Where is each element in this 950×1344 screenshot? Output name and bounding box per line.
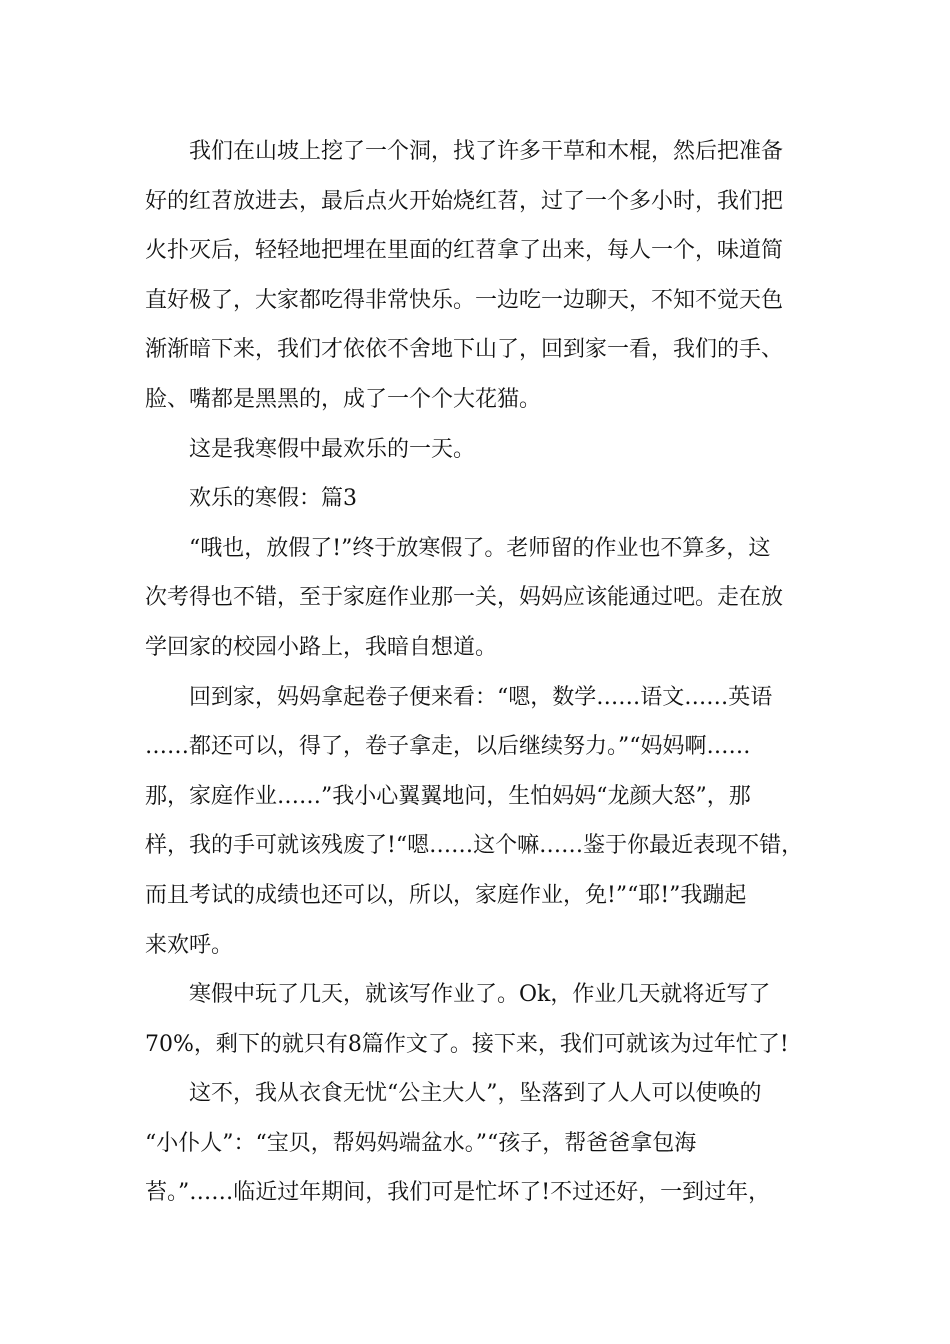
text-line: 这是我寒假中最欢乐的一天。 [189, 436, 476, 462]
text-line: ……都还可以，得了，卷子拿走，以后继续努力。”“妈妈啊…… [145, 734, 751, 760]
text-line: 好的红苕放进去，最后点火开始烧红苕，过了一个多小时，我们把 [145, 188, 784, 214]
text-line: 寒假中玩了几天，就该写作业了。Ok，作业几天就将近写了 [189, 982, 771, 1008]
text-line: 学回家的校园小路上，我暗自想道。 [145, 634, 498, 660]
text-line: 那，家庭作业……”我小心翼翼地问，生怕妈妈“龙颜大怒”，那 [145, 783, 751, 809]
text-line: 次考得也不错，至于家庭作业那一关，妈妈应该能通过吧。走在放 [145, 585, 784, 611]
text-line: “哦也，放假了!”终于放寒假了。老师留的作业也不算多，这 [189, 535, 771, 561]
text-line: 样，我的手可就该残废了!“嗯……这个嘛……鉴于你最近表现不错， [145, 833, 804, 859]
text-line: “小仆人”：“宝贝，帮妈妈端盆水。”“孩子，帮爸爸拿包海 [145, 1130, 697, 1156]
text-line: 脸、嘴都是黑黑的，成了一个个大花猫。 [145, 386, 542, 412]
body-text [145, 127, 825, 1218]
text-line: 欢乐的寒假：篇3 [189, 486, 357, 512]
text-line: 来欢呼。 [145, 932, 234, 958]
text-line: 我们在山坡上挖了一个洞，找了许多干草和木棍，然后把准备 [189, 139, 784, 164]
text-line: 这不，我从衣食无忧“公主大人”，坠落到了人人可以使唤的 [189, 1081, 762, 1107]
text-line: 火扑灭后，轻轻地把埋在里面的红苕拿了出来，每人一个，味道简 [145, 238, 784, 264]
text-line: 70%，剩下的就只有8篇作文了。接下来，我们可就该为过年忙了! [145, 1031, 789, 1057]
text-line: 回到家，妈妈拿起卷子便来看：“嗯，数学……语文……英语 [189, 684, 773, 710]
text-line: 渐渐暗下来，我们才依依不舍地下山了，回到家一看，我们的手、 [145, 337, 784, 363]
text-line: 直好极了，大家都吃得非常快乐。一边吃一边聊天，不知不觉天色 [145, 287, 784, 313]
text-line: 而且考试的成绩也还可以，所以，家庭作业，免!”“耶!”我蹦起 [145, 882, 747, 908]
text-line: 苔。”……临近过年期间，我们可是忙坏了!不过还好，一到过年， [145, 1180, 771, 1206]
